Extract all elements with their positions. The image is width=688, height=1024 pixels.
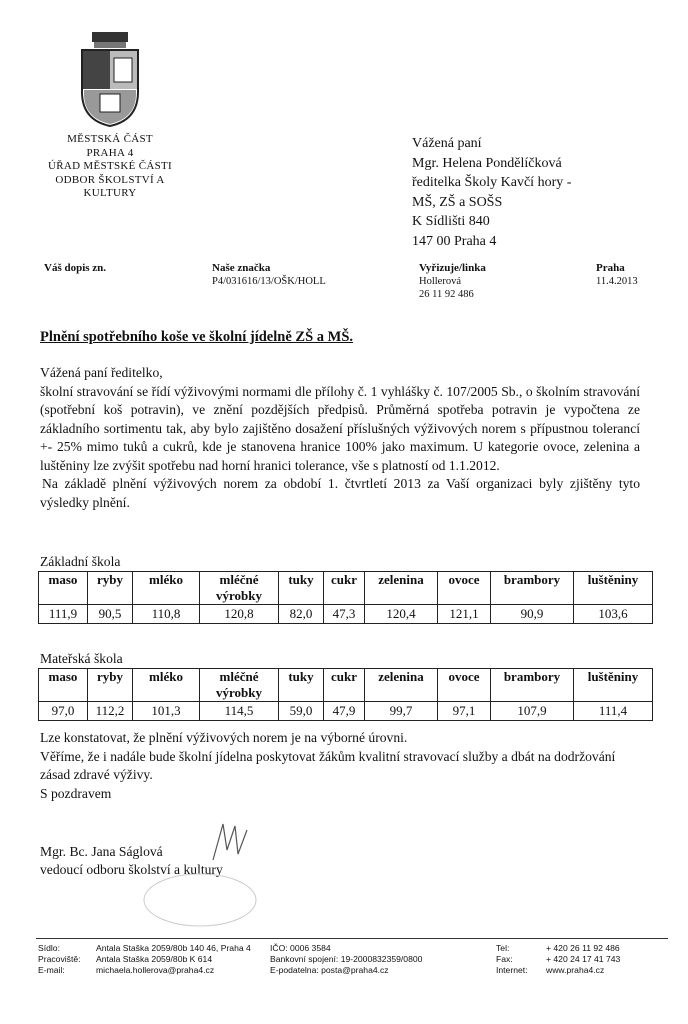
header-cell: cukr	[324, 572, 365, 605]
value-cell: 120,4	[365, 605, 438, 624]
value-cell: 47,3	[324, 605, 365, 624]
value-cell: 47,9	[324, 702, 365, 721]
footer-values	[96, 943, 251, 976]
coat-of-arms-logo	[78, 32, 142, 128]
footer-label: Tel:	[496, 943, 510, 953]
value-cell: 99,7	[365, 702, 438, 721]
header-cell: mléko	[133, 572, 200, 605]
org-line: PRAHA 4	[86, 146, 134, 159]
letter-subject: Plnění spotřebního koše ve školní jídelně ZŠ a MŠ.	[40, 329, 354, 345]
value-cell: 90,5	[88, 605, 133, 624]
header-cell	[200, 572, 279, 605]
header-cell: ovoce	[438, 572, 491, 605]
value-cell: 82,0	[279, 605, 324, 624]
closing-line: S pozdravem	[40, 785, 112, 801]
ref-your-letter	[44, 262, 106, 275]
value-cell: 112,2	[88, 702, 133, 721]
footer-rule	[36, 938, 668, 939]
header-cell: luštěniny	[574, 572, 653, 605]
header-cell: luštěniny	[574, 669, 653, 702]
closing-line: Lze konstatovat, že plnění výživových norem je na výborné úrovni.	[40, 730, 408, 745]
recipient-line: MŠ, ZŠ a SOŠS	[412, 194, 503, 210]
paragraph: Na základě plnění výživových norem za období 1. čtvrtletí 2013 za Vaší organizaci byly zjištěny tyto výsledky plnění.	[40, 476, 640, 510]
table-row	[39, 605, 653, 624]
closing	[40, 729, 640, 803]
footer-contact-values	[546, 943, 620, 976]
ref-our-mark	[212, 262, 326, 288]
footer-fax: + 420 24 17 41 743	[546, 954, 621, 964]
org-line: ODBOR ŠKOLSTVÍ A	[55, 173, 165, 186]
footer-address: Antala Staška 2059/80b 140 46, Praha 4	[96, 943, 251, 953]
signatory-title: vedoucí odboru školství a kultury	[40, 862, 223, 877]
table-ms	[38, 668, 653, 721]
header-cell: mléko	[133, 669, 200, 702]
header-cell: maso	[39, 669, 88, 702]
value-cell: 107,9	[491, 702, 574, 721]
org-line: ÚŘAD MĚSTSKÉ ČÁSTI	[48, 160, 172, 172]
header-line: mléčné	[219, 669, 259, 684]
footer-epodatelna: E-podatelna: posta@praha4.cz	[270, 965, 389, 975]
footer-label: E-mail:	[38, 965, 65, 975]
recipient-line: Vážená paní	[412, 136, 482, 151]
letter-date: 11.4.2013	[596, 276, 638, 287]
header-cell: ryby	[88, 669, 133, 702]
header-cell: brambory	[491, 572, 574, 605]
handled-by-label: Vyřizuje/linka	[419, 262, 486, 274]
table-caption: Základní škola	[40, 554, 121, 569]
value-cell: 111,4	[574, 702, 653, 721]
header-cell	[200, 669, 279, 702]
handled-by-phone: 26 11 92 486	[419, 289, 474, 300]
place-label: Praha	[596, 262, 625, 274]
org-line: KULTURY	[83, 187, 137, 199]
footer-email: michaela.hollerova@praha4.cz	[96, 965, 215, 975]
header-cell: zelenina	[365, 572, 438, 605]
ref-place-date	[596, 262, 638, 288]
recipient-line: Mgr. Helena Pondělíčková	[412, 155, 562, 171]
value-cell: 114,5	[200, 702, 279, 721]
footer-label: Pracoviště:	[38, 954, 81, 964]
footer-label: Sídlo:	[38, 943, 60, 953]
footer-bank: Bankovní spojení: 19-2000832359/0800	[270, 954, 423, 964]
header-line: výrobky	[216, 685, 262, 700]
paragraph: školní stravování se řídí výživovými normami dle přílohy č. 1 vyhlášky č. 107/2005 Sb., o školním stravování (spotřební koš potravin), ve znění pozdějších předpisů. Průměrná spotřeba potravin je vypočtena ze základního sortimentu tak, aby bylo zajištěno dosažení příslušných výživových norem s přípustnou tolerancí +- 25% mimo tuků a cukrů, kde je stanovena hranice 100% jako maximum. U kategorie ovoce, zelenina a luštěniny lze zvýšit spotřebu nad horní hranici tolerance, vše s platností od 1.1.2012.	[40, 383, 640, 473]
footer-web: www.praha4.cz	[546, 965, 605, 975]
recipient-line: K Sídlišti 840	[412, 214, 490, 229]
ref-handled-by	[419, 262, 486, 301]
value-cell: 103,6	[574, 605, 653, 624]
value-cell: 110,8	[133, 605, 200, 624]
recipient-line: 147 00 Praha 4	[412, 233, 497, 249]
header-cell: ryby	[88, 572, 133, 605]
footer-labels	[38, 943, 81, 976]
footer-label: Fax:	[496, 954, 513, 964]
header-cell: cukr	[324, 669, 365, 702]
table-zs	[38, 571, 653, 624]
table-row	[39, 702, 653, 721]
header-cell: ovoce	[438, 669, 491, 702]
value-cell: 90,9	[491, 605, 574, 624]
header-cell: brambory	[491, 669, 574, 702]
header-line: mléčné	[219, 572, 259, 587]
value-cell: 97,0	[39, 702, 88, 721]
salutation: Vážená paní ředitelko,	[40, 365, 163, 380]
footer-contact-labels	[496, 943, 528, 976]
our-mark-value: P4/031616/13/OŠK/HOLL	[212, 276, 326, 287]
footer-company	[270, 943, 422, 976]
footer-tel: + 420 26 11 92 486	[546, 943, 620, 953]
your-letter-label: Váš dopis zn.	[44, 262, 107, 274]
header-cell: maso	[39, 572, 88, 605]
footer-ico: IČO: 0006 3584	[270, 943, 331, 953]
footer-label: Internet:	[496, 965, 528, 975]
value-cell: 59,0	[279, 702, 324, 721]
header-cell: tuky	[279, 572, 324, 605]
recipient-address	[412, 134, 571, 251]
value-cell: 120,8	[200, 605, 279, 624]
org-line: MĚSTSKÁ ČÁST	[67, 133, 153, 145]
our-mark-label: Naše značka	[212, 262, 271, 274]
value-cell: 101,3	[133, 702, 200, 721]
table-header-row	[39, 669, 653, 702]
value-cell: 97,1	[438, 702, 491, 721]
letter-body	[40, 364, 640, 512]
handled-by-name: Hollerová	[419, 276, 461, 287]
table-header-row	[39, 572, 653, 605]
signatory-name: Mgr. Bc. Jana Ságlová	[40, 844, 163, 859]
closing-line: Věříme, že i nadále bude školní jídelna poskytovat žákům kvalitní stravovací služby a dbát na dodržování zásad zdravé výživy.	[40, 748, 616, 782]
header-line: výrobky	[216, 588, 262, 603]
faded-stamp	[140, 870, 260, 930]
recipient-line: ředitelka Školy Kavčí hory -	[412, 175, 572, 190]
header-cell: zelenina	[365, 669, 438, 702]
table-caption: Mateřská škola	[40, 651, 123, 666]
value-cell: 121,1	[438, 605, 491, 624]
header-cell: tuky	[279, 669, 324, 702]
footer-workplace: Antala Staška 2059/80b K 614	[96, 954, 213, 964]
sender-org	[30, 133, 190, 201]
value-cell: 111,9	[39, 605, 88, 624]
